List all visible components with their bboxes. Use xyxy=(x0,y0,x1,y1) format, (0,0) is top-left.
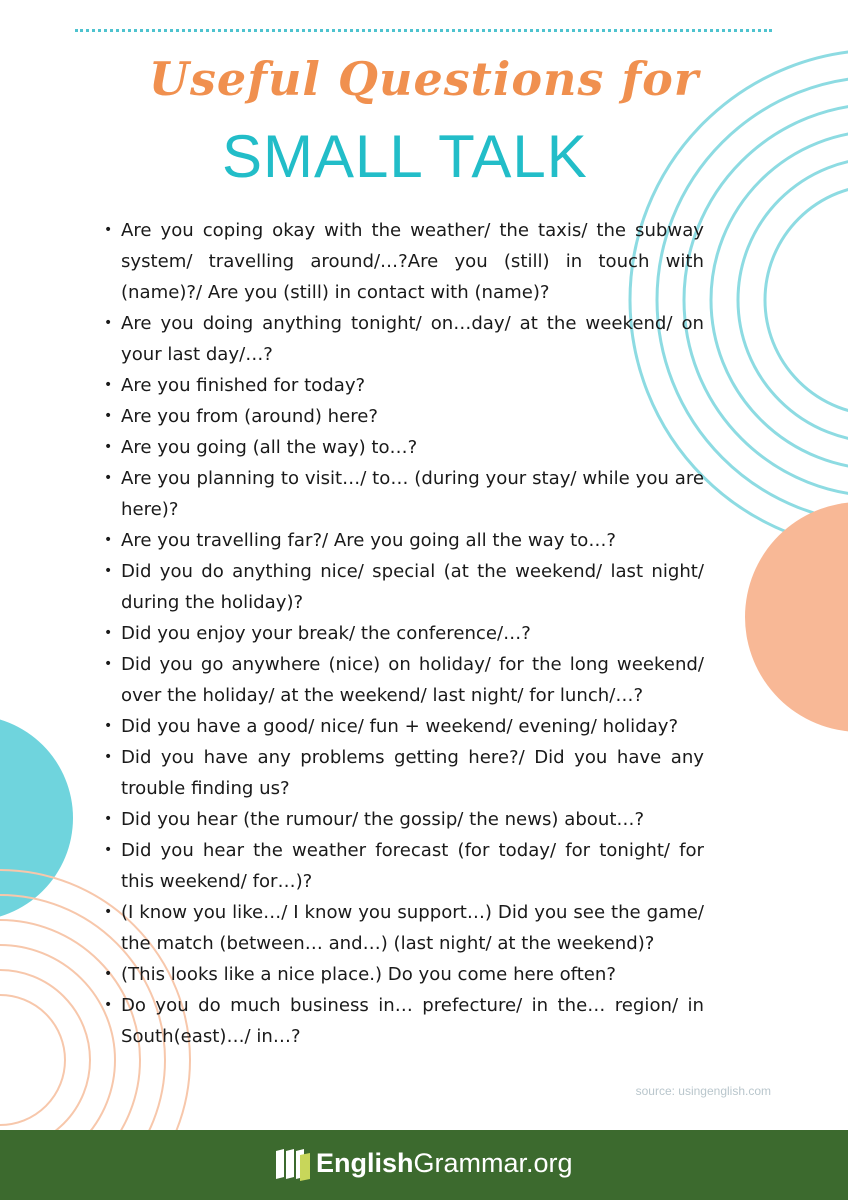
list-item xyxy=(104,649,704,711)
list-item xyxy=(104,432,704,463)
question-list xyxy=(104,215,704,1052)
peach-circle-decoration xyxy=(745,502,848,732)
brand-name-regular: Grammar.org xyxy=(413,1147,573,1178)
bullet-icon: • xyxy=(104,997,113,1013)
list-item xyxy=(104,525,704,556)
bullet-icon: • xyxy=(104,749,113,765)
list-item xyxy=(104,370,704,401)
ring-decoration xyxy=(711,131,848,469)
brand-name xyxy=(316,1148,573,1179)
list-item xyxy=(104,990,704,1052)
source-credit: source: usingenglish.com xyxy=(635,1084,771,1098)
question-text: Did you hear (the rumour/ the gossip/ the news) about…? xyxy=(121,809,645,830)
bullet-icon: • xyxy=(104,222,113,238)
list-item xyxy=(104,401,704,432)
question-text: Are you going (all the way) to…? xyxy=(121,437,418,458)
question-text: Did you do anything nice/ special (at the weekend/ last night/ during the holiday)? xyxy=(121,561,704,613)
list-item xyxy=(104,742,704,804)
bullet-icon: • xyxy=(104,532,113,548)
bullet-icon: • xyxy=(104,377,113,393)
book-icon xyxy=(270,1143,312,1183)
bullet-icon: • xyxy=(104,563,113,579)
dotted-divider xyxy=(75,29,772,32)
question-text: Did you hear the weather forecast (for today/ for tonight/ for this weekend/ for…)? xyxy=(121,840,704,892)
ring-decoration xyxy=(0,995,65,1125)
question-text: Are you coping okay with the weather/ the taxis/ the subway system/ travelling around/…?Are you (still) in touch with (name)?/ Are you (still) in contact with (name)? xyxy=(121,220,704,303)
list-item xyxy=(104,711,704,742)
bullet-icon: • xyxy=(104,656,113,672)
question-text: Are you from (around) here? xyxy=(121,406,379,427)
list-item xyxy=(104,556,704,618)
bullet-icon: • xyxy=(104,625,113,641)
brand-name-bold: English xyxy=(316,1147,414,1178)
bullet-icon: • xyxy=(104,470,113,486)
question-text: Are you planning to visit…/ to… (during your stay/ while you are here)? xyxy=(121,468,704,520)
bullet-icon: • xyxy=(104,966,113,982)
question-text: Are you doing anything tonight/ on…day/ at the weekend/ on your last day/…? xyxy=(121,313,704,365)
bullet-icon: • xyxy=(104,315,113,331)
bullet-icon: • xyxy=(104,408,113,424)
list-item xyxy=(104,835,704,897)
list-item xyxy=(104,618,704,649)
question-text: Are you finished for today? xyxy=(121,375,366,396)
question-text: (This looks like a nice place.) Do you come here often? xyxy=(121,964,617,985)
question-text: Did you enjoy your break/ the conference/…? xyxy=(121,623,531,644)
question-text: Did you go anywhere (nice) on holiday/ for the long weekend/ over the holiday/ at the weekend/ last night/ for lunch/…? xyxy=(121,654,704,706)
bullet-icon: • xyxy=(104,718,113,734)
list-item xyxy=(104,959,704,990)
bullet-icon: • xyxy=(104,811,113,827)
question-text: Do you do much business in… prefecture/ in the… region/ in South(east)…/ in…? xyxy=(121,995,704,1047)
list-item xyxy=(104,308,704,370)
list-item xyxy=(104,804,704,835)
bullet-icon: • xyxy=(104,842,113,858)
list-item xyxy=(104,215,704,308)
question-text: Are you travelling far?/ Are you going all the way to…? xyxy=(121,530,617,551)
list-item xyxy=(104,463,704,525)
ring-decoration xyxy=(738,158,848,442)
page-title: SMALL TALK xyxy=(222,123,588,190)
bullet-icon: • xyxy=(104,439,113,455)
question-text: Did you have any problems getting here?/ Did you have any trouble finding us? xyxy=(121,747,704,799)
list-item xyxy=(104,897,704,959)
question-text: Did you have a good/ nice/ fun + weekend/ evening/ holiday? xyxy=(121,716,679,737)
title-script: Useful Questions for xyxy=(148,52,700,106)
ring-decoration xyxy=(765,185,848,415)
brand-link[interactable] xyxy=(270,1143,573,1183)
bullet-icon: • xyxy=(104,904,113,920)
question-text: (I know you like…/ I know you support…) Did you see the game/ the match (between… and…) (last night/ at the weekend)? xyxy=(121,902,704,954)
teal-circle-decoration xyxy=(0,715,73,921)
